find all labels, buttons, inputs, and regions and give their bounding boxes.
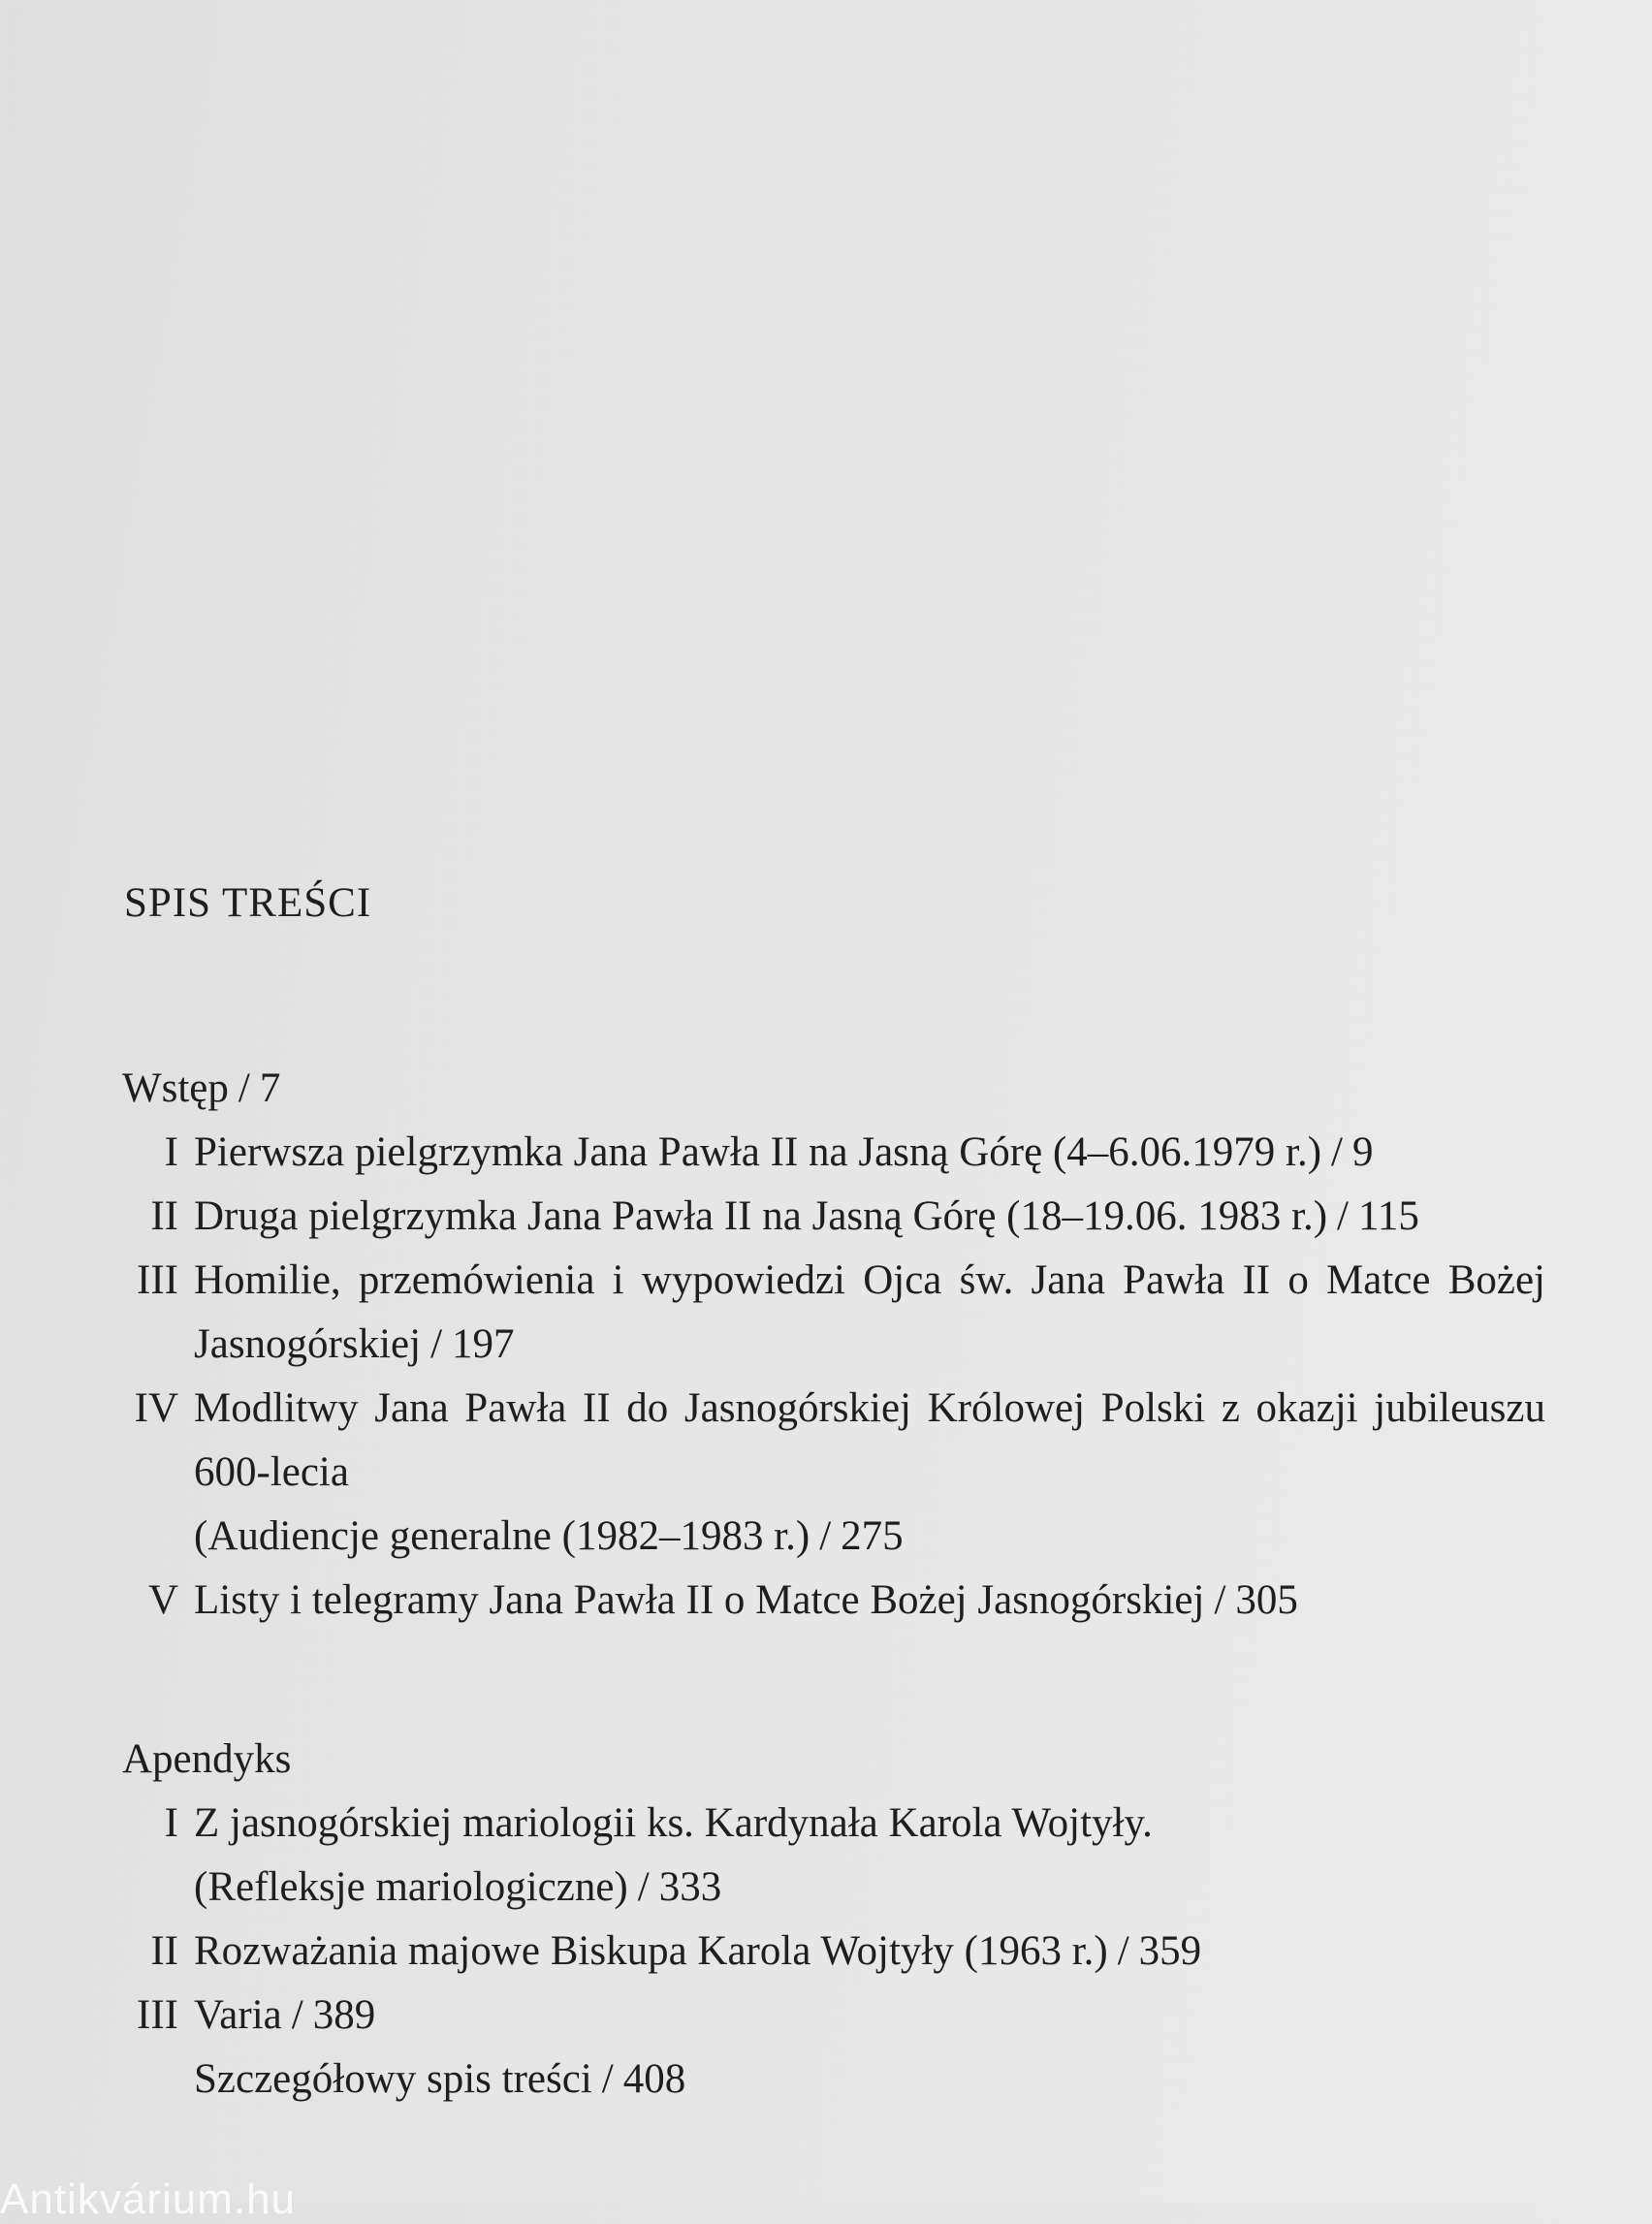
chapter-entry — [194, 1377, 1545, 1505]
separator: / — [1214, 1577, 1226, 1623]
detailed-toc-title: Szczegółowy spis treści — [194, 2056, 592, 2102]
appendix-item-1 — [122, 1792, 1545, 1856]
watermark: Antikvárium.hu — [0, 2176, 297, 2223]
page-title: SPIS TREŚCI — [124, 880, 372, 926]
chapter-number: IV — [134, 1385, 178, 1431]
toc-main — [122, 1057, 1545, 1633]
separator: / — [819, 1513, 832, 1559]
appendix-item-1-subline — [122, 1856, 1545, 1920]
chapter-entry — [194, 1185, 1545, 1249]
detailed-toc-entry — [122, 2048, 1545, 2112]
toc-chapter-1 — [122, 1121, 1545, 1185]
separator: / — [1337, 1193, 1349, 1239]
chapter-page: 115 — [1357, 1193, 1419, 1239]
separator: / — [1117, 1928, 1129, 1974]
appendix-title: Z jasnogórskiej mariologii ks. Kardynała Karola Wojtyły. — [194, 1800, 1153, 1846]
chapter-title: Modlitwy Jana Pawła II do Jasnogórskiej Królowej Polski z okazji jubileuszu 600-lecia — [194, 1385, 1545, 1495]
chapter-entry — [194, 1249, 1545, 1377]
appendix-page: 359 — [1138, 1928, 1202, 1974]
appendix-page: 389 — [312, 1992, 376, 2038]
chapter-number: III — [137, 1257, 178, 1303]
appendix-entry — [194, 1920, 1545, 1984]
chapter-page: 275 — [841, 1513, 904, 1559]
toc-chapter-4 — [122, 1377, 1545, 1505]
appendix-number: I — [164, 1800, 178, 1846]
appendix-page: 333 — [658, 1864, 722, 1910]
separator: / — [430, 1321, 443, 1367]
toc-chapter-2 — [122, 1185, 1545, 1249]
appendix-label: Apendyks — [122, 1736, 292, 1782]
chapter-entry — [194, 1569, 1545, 1633]
separator: / — [601, 2056, 614, 2102]
toc-chapter-5 — [122, 1569, 1545, 1633]
chapter-number: V — [147, 1577, 178, 1623]
chapter-subtitle: (Audiencje generalne (1982–1983 r.) — [194, 1513, 810, 1559]
appendix-title: Rozważania majowe Biskupa Karola Wojtyły (1963 r.) — [194, 1928, 1108, 1974]
chapter-title: Homilie, przemówienia i wypowiedzi Ojca św. Jana Pawła II o Matce Bożej Jasnogórskiej — [194, 1257, 1545, 1367]
intro-page: 7 — [259, 1065, 281, 1111]
chapter-title: Listy i telegramy Jana Pawła II o Matce Bożej Jasnogórskiej — [194, 1577, 1205, 1623]
chapter-page: 197 — [452, 1321, 515, 1367]
chapter-title: Druga pielgrzymka Jana Pawła II na Jasną Górę (18–19.06. 1983 r.) — [194, 1193, 1328, 1239]
chapter-page: 305 — [1235, 1577, 1298, 1623]
toc-chapter-4-subline — [122, 1505, 1545, 1569]
toc-chapter-3 — [122, 1249, 1545, 1377]
appendix-number: II — [150, 1928, 178, 1974]
chapter-page: 9 — [1352, 1129, 1374, 1175]
toc-intro — [122, 1057, 1545, 1121]
intro-label: Wstęp — [122, 1065, 229, 1111]
appendix-number: III — [137, 1992, 178, 2038]
appendix-title: Varia — [194, 1992, 282, 2038]
separator: / — [637, 1864, 650, 1910]
separator: / — [238, 1065, 250, 1111]
appendix-item-3 — [122, 1984, 1545, 2048]
separator: / — [291, 1992, 303, 2038]
separator: / — [1331, 1129, 1343, 1175]
toc-appendix — [122, 1728, 1545, 2112]
appendix-subtitle: (Refleksje mariologiczne) — [194, 1864, 628, 1910]
appendix-entry — [194, 1984, 1545, 2048]
chapter-number: II — [150, 1193, 178, 1239]
chapter-number: I — [164, 1129, 178, 1175]
appendix-item-2 — [122, 1920, 1545, 1984]
detailed-toc-page: 408 — [622, 2056, 686, 2102]
chapter-entry — [194, 1121, 1545, 1185]
chapter-title: Pierwsza pielgrzymka Jana Pawła II na Jasną Górę (4–6.06.1979 r.) — [194, 1129, 1322, 1175]
